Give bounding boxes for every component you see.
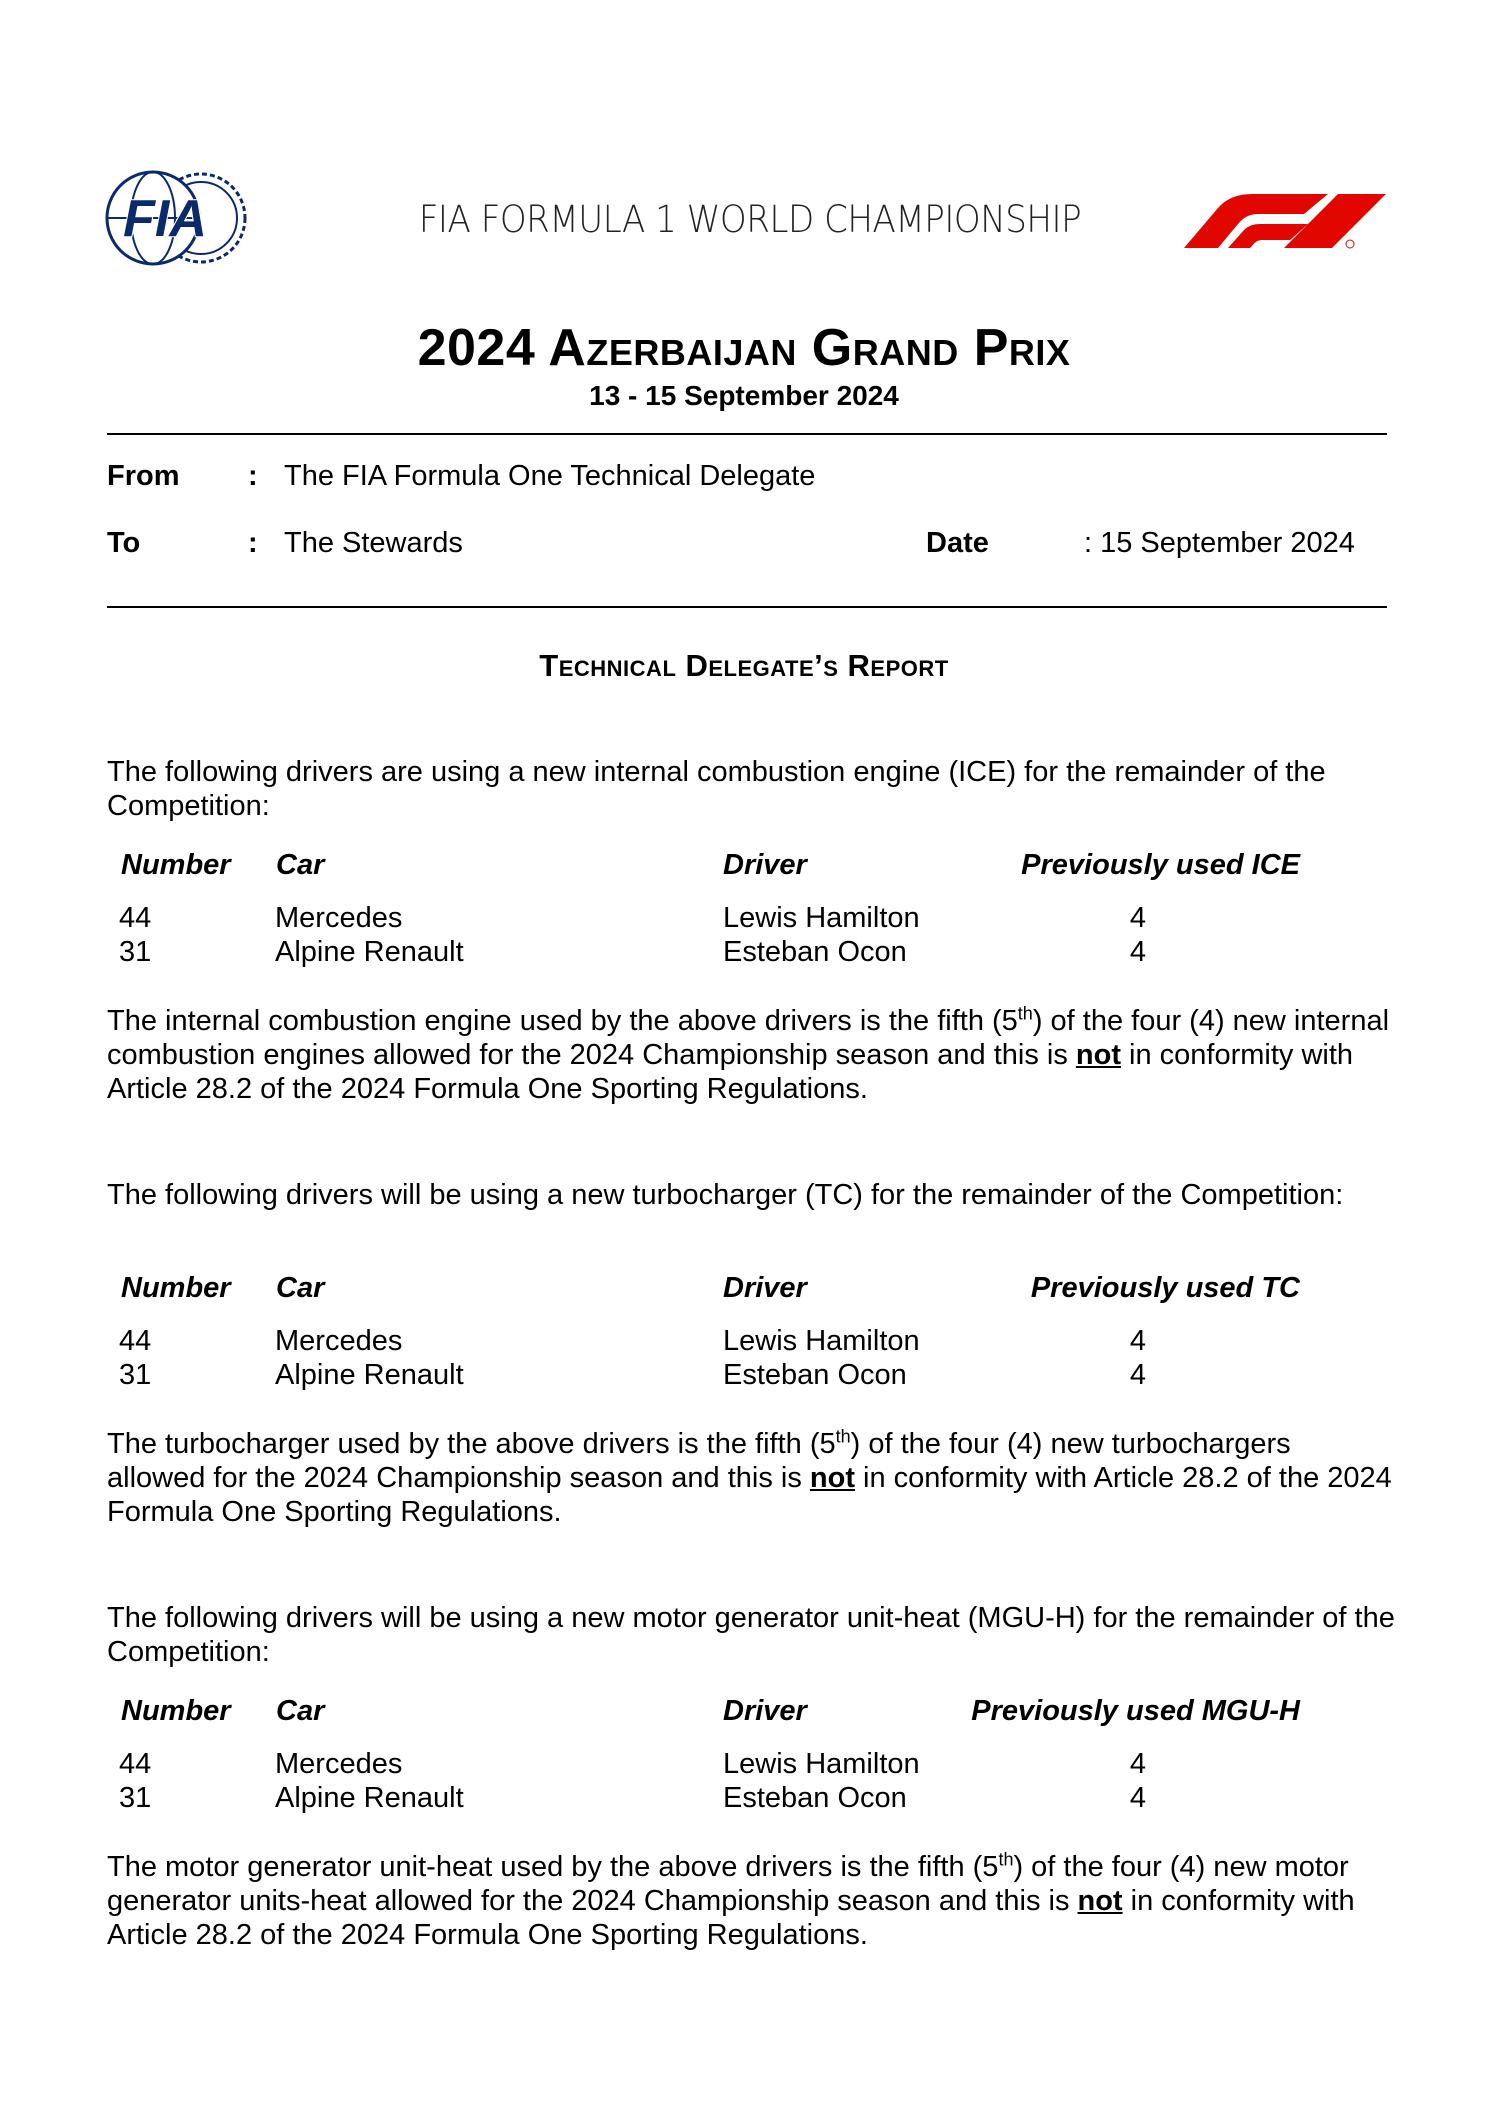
section-tc-conclusion: The turbocharger used by the above drivers is the fifth (5th) of the four (4) new turbochargers allowed for the 2024 Championship season and this is not in conformity with Article 28.2 of the 2024 Formula One Sporting Regulations. xyxy=(107,1426,1392,1528)
section-ice-row2-previous: 4 xyxy=(1129,936,1147,968)
section-tc-header-car: Car xyxy=(276,1272,325,1304)
section-tc-row1-car: Mercedes xyxy=(275,1325,403,1357)
section-mguh-header-previous: Previously used MGU-H xyxy=(971,1695,1300,1727)
from-label: From xyxy=(107,460,180,492)
section-mguh-row2-number: 31 xyxy=(119,1782,152,1814)
section-mguh-header-car: Car xyxy=(276,1695,325,1727)
from-separator: : xyxy=(248,460,258,492)
section-ice-row2-car: Alpine Renault xyxy=(275,936,464,968)
section-ice-row1-previous: 4 xyxy=(1129,902,1147,934)
divider-top xyxy=(107,433,1387,435)
section-mguh-header-driver: Driver xyxy=(723,1695,807,1727)
section-mguh-row1-driver: Lewis Hamilton xyxy=(723,1748,920,1780)
section-tc-intro: The following drivers will be using a new turbocharger (TC) for the remainder of the Competition: xyxy=(107,1179,1344,1211)
section-mguh-intro: The following drivers will be using a new motor generator unit-heat (MGU-H) for the remainder of the Competition: xyxy=(107,1602,1395,1668)
grand-prix-title: 2024 Azerbaijan Grand Prix xyxy=(417,319,1071,377)
not-emphasis: not xyxy=(1075,1039,1121,1071)
section-ice-row2-number: 31 xyxy=(119,936,152,968)
section-ice-intro: The following drivers are using a new internal combustion engine (ICE) for the remainder of the Competition: xyxy=(107,756,1326,822)
date-label: Date xyxy=(926,527,989,559)
section-ice-header-driver: Driver xyxy=(723,849,807,881)
section-ice-header-previous: Previously used ICE xyxy=(1021,849,1300,881)
section-mguh-row2-car: Alpine Renault xyxy=(275,1782,464,1814)
section-ice-header-car: Car xyxy=(276,849,325,881)
report-title: Technical Delegate’s Report xyxy=(539,648,949,683)
section-mguh-conclusion: The motor generator unit-heat used by the above drivers is the fifth (5th) of the four (4) new motor generator units-heat allowed for the 2024 Championship season and this is not in conformity with Article 28.2 of the 2024 Formula One Sporting Regulations. xyxy=(107,1849,1355,1951)
fia-logo-text: FIA xyxy=(123,190,207,248)
date-value: : 15 September 2024 xyxy=(1084,527,1355,559)
section-tc-row2-car: Alpine Renault xyxy=(275,1359,464,1391)
event-dates: 13 - 15 September 2024 xyxy=(589,380,899,411)
section-tc-row1-number: 44 xyxy=(119,1325,152,1357)
f1-logo xyxy=(1178,190,1390,252)
to-separator: : xyxy=(248,527,258,559)
section-ice-row2-driver: Esteban Ocon xyxy=(723,936,907,968)
section-tc-row2-previous: 4 xyxy=(1129,1359,1147,1391)
section-ice-row1-car: Mercedes xyxy=(275,902,403,934)
section-tc-row1-driver: Lewis Hamilton xyxy=(723,1325,920,1357)
from-value: The FIA Formula One Technical Delegate xyxy=(284,460,816,492)
section-mguh-row1-number: 44 xyxy=(119,1748,152,1780)
section-tc-header-number: Number xyxy=(121,1272,231,1304)
section-ice-header-number: Number xyxy=(121,849,231,881)
section-ice-conclusion: The internal combustion engine used by the above drivers is the fifth (5th) of the four (4) new internal combustion engines allowed for the 2024 Championship season and this is not in conformity with Article 28.2 of the 2024 Formula One Sporting Regulations. xyxy=(107,1003,1390,1105)
to-label: To xyxy=(107,527,141,559)
section-mguh-row2-driver: Esteban Ocon xyxy=(723,1782,907,1814)
section-mguh-header-number: Number xyxy=(121,1695,231,1727)
fia-logo xyxy=(105,170,249,266)
section-ice-row1-driver: Lewis Hamilton xyxy=(723,902,920,934)
championship-title: FIA FORMULA 1 WORLD CHAMPIONSHIP xyxy=(418,198,1082,241)
section-tc-header-previous: Previously used TC xyxy=(1030,1272,1300,1304)
section-tc-header-driver: Driver xyxy=(723,1272,807,1304)
to-value: The Stewards xyxy=(284,527,463,559)
section-tc-row1-previous: 4 xyxy=(1129,1325,1147,1357)
not-emphasis: not xyxy=(809,1462,855,1494)
section-mguh-row2-previous: 4 xyxy=(1129,1782,1147,1814)
section-mguh-row1-previous: 4 xyxy=(1129,1748,1147,1780)
section-tc-row2-driver: Esteban Ocon xyxy=(723,1359,907,1391)
not-emphasis: not xyxy=(1077,1885,1123,1917)
section-mguh-row1-car: Mercedes xyxy=(275,1748,403,1780)
section-tc-row2-number: 31 xyxy=(119,1359,152,1391)
section-ice-row1-number: 44 xyxy=(119,902,152,934)
divider-bottom xyxy=(107,606,1387,608)
